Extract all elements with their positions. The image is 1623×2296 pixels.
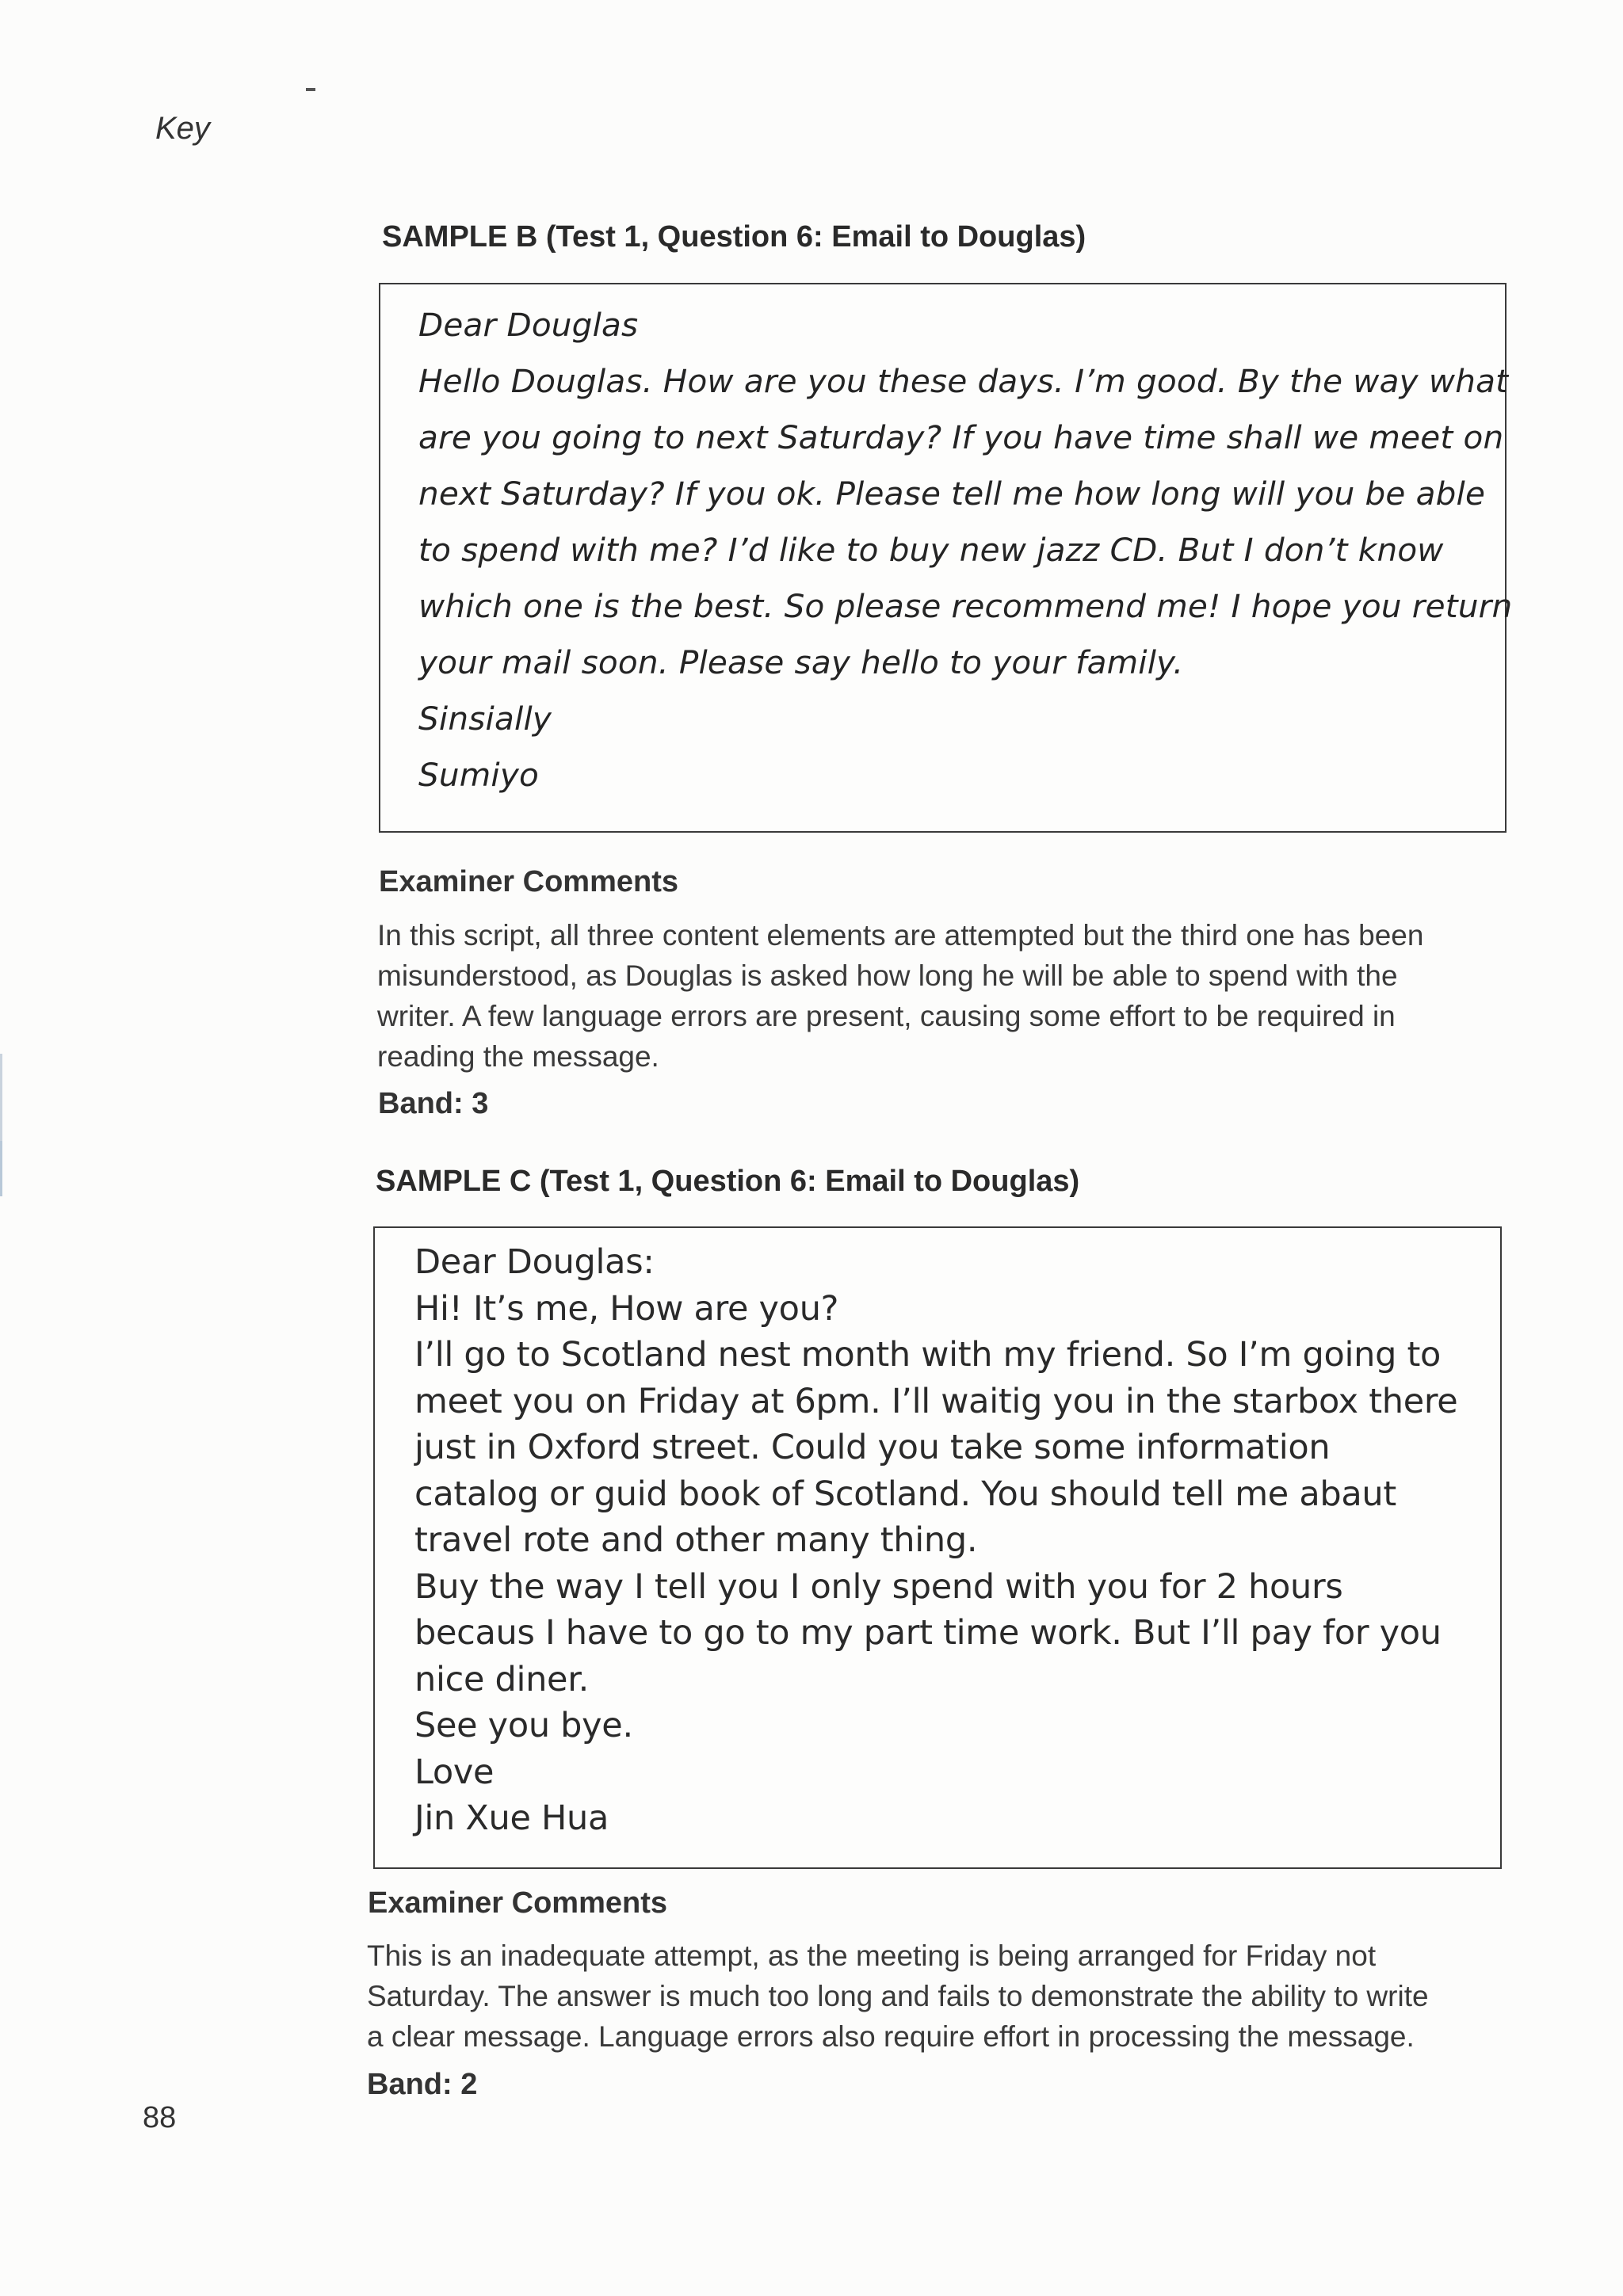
script-line: travel rote and other many thing. bbox=[414, 1520, 978, 1560]
script-line: which one is the best. So please recommend me! I hope you return bbox=[418, 587, 1513, 625]
page-number: 88 bbox=[143, 2101, 177, 2134]
script-line: Jin Xue Hua bbox=[414, 1798, 609, 1838]
sample-c-comments-heading: Examiner Comments bbox=[368, 1886, 668, 1920]
script-line: I’ll go to Scotland nest month with my friend. So I’m going to bbox=[414, 1335, 1442, 1375]
sample-b-script bbox=[418, 297, 1512, 803]
comment-line: reading the message. bbox=[377, 1040, 659, 1073]
script-line: meet you on Friday at 6pm. I’ll waitig you in the starbox there bbox=[414, 1381, 1458, 1421]
script-line: are you going to next Saturday? If you have time shall we meet on bbox=[418, 418, 1504, 456]
script-line: to spend with me? I’d like to buy new jazz CD. But I don’t know bbox=[418, 531, 1444, 569]
script-line: catalog or guid book of Scotland. You should tell me abaut bbox=[414, 1474, 1396, 1514]
script-line: Sumiyo bbox=[418, 756, 540, 794]
sample-c-band: Band: 2 bbox=[367, 2068, 478, 2101]
script-line: Dear Douglas: bbox=[414, 1242, 655, 1282]
script-line: becaus I have to go to my part time work. But I’ll pay for you bbox=[414, 1613, 1442, 1653]
comment-line: In this script, all three content elements are attempted but the third one has been bbox=[377, 919, 1424, 952]
sample-b-comments bbox=[377, 915, 1423, 1077]
running-head: Key bbox=[155, 111, 210, 146]
script-line: just in Oxford street. Could you take some information bbox=[414, 1428, 1331, 1467]
script-line: Love bbox=[414, 1752, 495, 1792]
sample-c-script bbox=[414, 1239, 1457, 1842]
script-line: Hello Douglas. How are you these days. I’m good. By the way what bbox=[418, 362, 1509, 400]
script-line: See you bye. bbox=[414, 1706, 633, 1745]
script-line: Sinsially bbox=[418, 700, 552, 738]
sample-b-band: Band: 3 bbox=[378, 1087, 489, 1120]
sample-c-script-box bbox=[373, 1226, 1502, 1869]
comment-line: writer. A few language errors are present, causing some effort to be required in bbox=[377, 1000, 1396, 1032]
sample-b-script-box bbox=[379, 283, 1513, 833]
script-line: nice diner. bbox=[414, 1659, 590, 1699]
sample-c-comments bbox=[367, 1936, 1429, 2057]
sample-b-heading: SAMPLE B (Test 1, Question 6: Email to Douglas) bbox=[382, 220, 1086, 254]
script-line: Dear Douglas bbox=[418, 306, 639, 344]
stray-mark bbox=[306, 88, 315, 91]
sample-b-comments-heading: Examiner Comments bbox=[379, 865, 679, 898]
scan-edge-mark bbox=[0, 1141, 2, 1196]
script-line: your mail soon. Please say hello to your family. bbox=[418, 643, 1184, 681]
script-line: Buy the way I tell you I only spend with you for 2 hours bbox=[414, 1566, 1343, 1607]
comment-line: Saturday. The answer is much too long and fails to demonstrate the ability to write bbox=[367, 1980, 1429, 2012]
comment-line: This is an inadequate attempt, as the meeting is being arranged for Friday not bbox=[367, 1939, 1377, 1972]
script-line: next Saturday? If you ok. Please tell me how long will you be able bbox=[418, 475, 1486, 513]
sample-c-heading: SAMPLE C (Test 1, Question 6: Email to Douglas) bbox=[376, 1165, 1080, 1198]
script-line: Hi! It’s me, How are you? bbox=[414, 1288, 839, 1329]
comment-line: a clear message. Language errors also require effort in processing the message. bbox=[367, 2020, 1415, 2053]
comment-line: misunderstood, as Douglas is asked how long he will be able to spend with the bbox=[377, 959, 1398, 992]
